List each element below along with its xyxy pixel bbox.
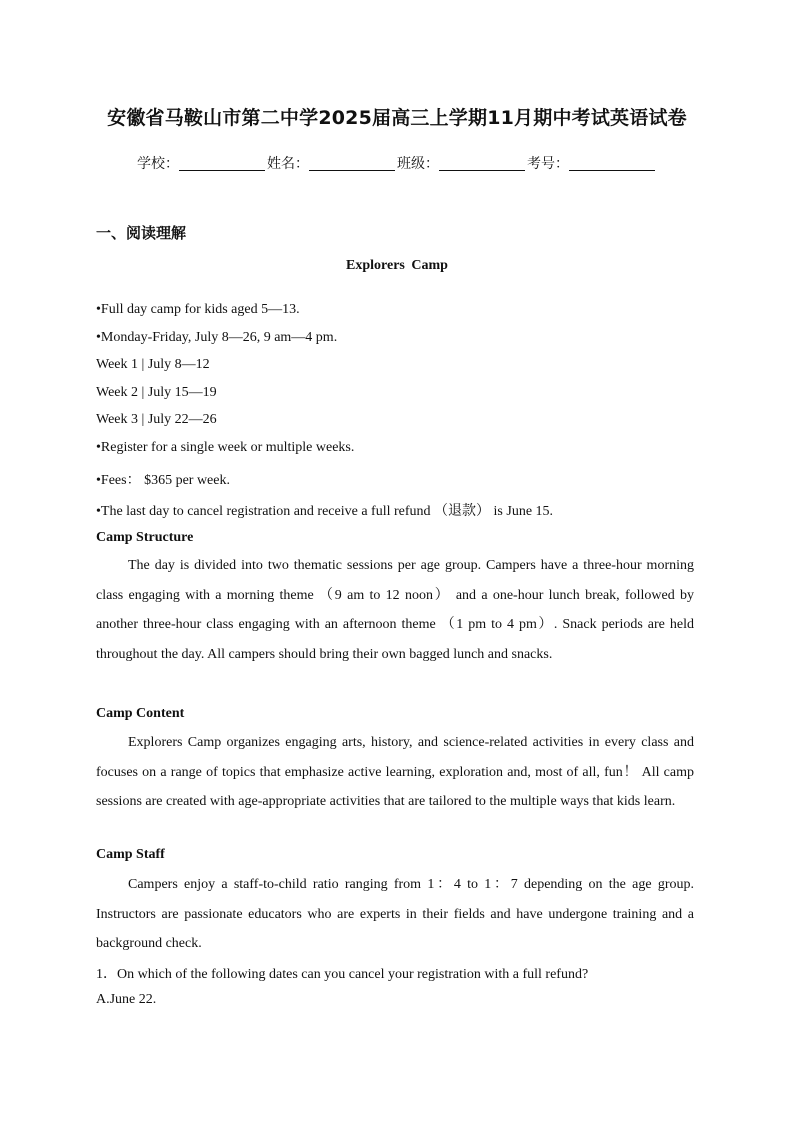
class-field	[397, 153, 527, 173]
class-label: 班级：	[397, 156, 439, 172]
exam-number-label: 考号：	[527, 156, 569, 172]
detail-line: Week 1 | July 8—12	[96, 357, 210, 372]
detail-line: Week 3 | July 22—26	[96, 412, 217, 427]
content-heading: Camp Content	[96, 706, 185, 721]
option-a[interactable]: A.June 22.	[96, 992, 157, 1007]
exam-number-field	[527, 153, 657, 173]
detail-line: •Full day camp for kids aged 5—13.	[96, 302, 300, 317]
exam-title: 安徽省马鞍山市第二中学2025届高三上学期11月期中考试英语试卷	[107, 107, 687, 129]
passage-title: Explorers Camp	[346, 258, 448, 273]
class-blank[interactable]	[439, 156, 525, 171]
name-blank[interactable]	[309, 156, 395, 171]
detail-line: •The last day to cancel registration and receive a full refund （退款） is June 15.	[96, 504, 554, 519]
exam-number-blank[interactable]	[569, 156, 655, 171]
school-label: 学校：	[137, 156, 179, 172]
question-stem: 1．On which of the following dates can you cancel your registration with a full refund?	[96, 967, 589, 982]
staff-heading: Camp Staff	[96, 847, 165, 862]
section-heading: 一、阅读理解	[96, 224, 187, 242]
content-paragraph: Explorers Camp organizes engaging arts, history, and science-related activities in every class and focuses on a range of topics that emphasize active learning, exploration and, most of all, fun！ All camp sessions are created with age-appropriate activities that are tailored to the multiple ways that kids learn.	[96, 735, 694, 810]
structure-heading: Camp Structure	[96, 530, 194, 545]
student-info-row	[0, 153, 794, 173]
detail-line: •Register for a single week or multiple weeks.	[96, 440, 355, 455]
school-field	[137, 153, 267, 173]
detail-line: •Fees： $365 per week.	[96, 473, 230, 488]
structure-paragraph: The day is divided into two thematic sessions per age group. Campers have a three-hour morning class engaging with a morning theme （9 am to 12 noon） and a one-hour lunch break, followed by another three-hour class engaging with an afternoon theme （1 pm to 4 pm）. Snack periods are held throughout the day. All campers should bring their own bagged lunch and snacks.	[96, 558, 694, 663]
detail-line: Week 2 | July 15—19	[96, 385, 217, 400]
name-label: 姓名：	[267, 156, 309, 172]
school-blank[interactable]	[179, 156, 265, 171]
name-field	[267, 153, 397, 173]
detail-line: •Monday-Friday, July 8—26, 9 am—4 pm.	[96, 330, 338, 345]
staff-paragraph: Campers enjoy a staff-to-child ratio ranging from 1：4 to 1：7 depending on the age group. Instructors are passionate educators who are experts in their fields and have undergone training and a background check.	[96, 877, 694, 952]
